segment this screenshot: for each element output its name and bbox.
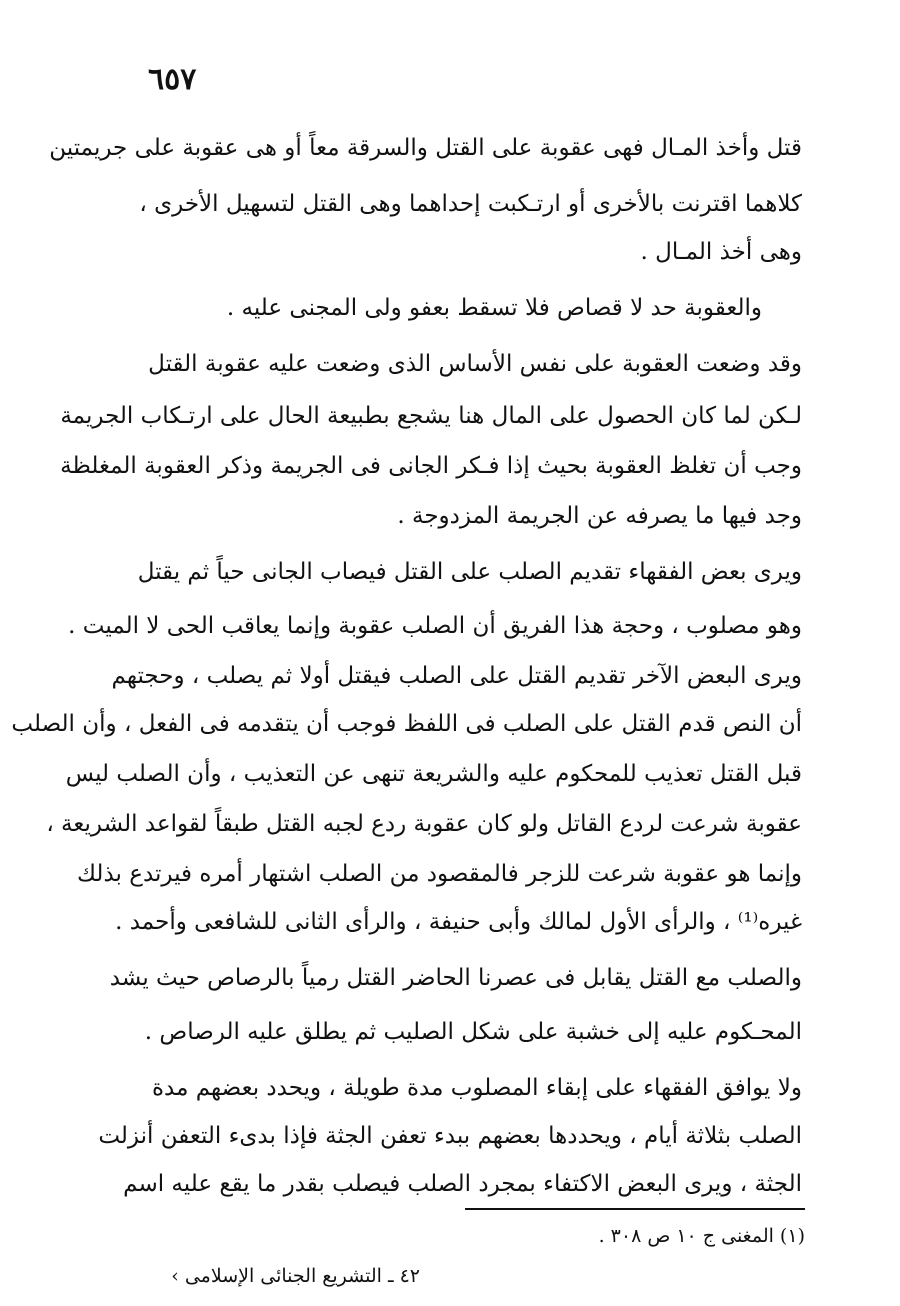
body-line: وجد فيها ما يصرفه عن الجريمة المزدوجة . [397,503,802,529]
body-line: وإنما هو عقوبة شرعت للزجر فالمقصود من الصلب اشتهار أمره فيرتدع بذلك [77,861,802,887]
body-line: ويرى البعض الآخر تقديم القتل على الصلب فيقتل أولا ثم يصلب ، وحجتهم [111,663,802,689]
body-line: والصلب مع القتل يقابل فى عصرنا الحاضر القتل رمياً بالرصاص حيث يشد [109,965,802,991]
body-line: عقوبة شرعت لردع القاتل ولو كان عقوبة ردع لجبه القتل طبقاً لقواعد الشريعة ، [46,811,802,837]
body-line: الجثة ، ويرى البعض الاكتفاء بمجرد الصلب فيصلب بقدر ما يقع عليه اسم [123,1171,802,1197]
body-line: كلاهما اقترنت بالأخرى أو ارتـكبت إحداهما وهى القتل لتسهيل الأخرى ، [139,191,802,217]
body-line: وهى أخذ المـال . [640,239,802,265]
body-line: وجب أن تغلظ العقوبة بحيث إذا فـكر الجانى فى الجريمة وذكر العقوبة المغلظة [60,453,802,479]
body-line: المحـكوم عليه إلى خشبة على شكل الصليب ثم يطلق عليه الرصاص . [144,1019,802,1045]
body-line: أن النص قدم القتل على الصلب فى اللفظ فوجب أن يتقدمه فى الفعل ، وأن الصلب [11,711,802,737]
body-line: ولا يوافق الفقهاء على إبقاء المصلوب مدة طويلة ، ويحدد بعضهم مدة [152,1075,802,1101]
body-line: قبل القتل تعذيب للمحكوم عليه والشريعة تنهى عن التعذيب ، وأن الصلب ليس [65,761,802,787]
body-line: الصلب بثلاثة أيام ، ويحددها بعضهم ببدء تعفن الجثة فإذا بدىء التعفن أنزلت [98,1123,802,1149]
body-line: لـكن لما كان الحصول على المال هنا يشجع بطبيعة الحال على ارتـكاب الجريمة [60,403,802,429]
body-line: وقد وضعت العقوبة على نفس الأساس الذى وضعت عليه عقوبة القتل [148,351,802,377]
running-footer: ٤٢ ـ التشريع الجنائى الإسلامى › [171,1265,420,1287]
body-line: قتل وأخذ المـال فهى عقوبة على القتل والسرقة معاً أو هى عقوبة على جريمتين [49,135,802,161]
page-number: ٦٥٧ [148,62,197,97]
footnote-divider [465,1208,805,1210]
body-line: والعقوبة حد لا قصاص فلا تسقط بعفو ولى المجنى عليه . [226,295,762,321]
body-line: وهو مصلوب ، وحجة هذا الفريق أن الصلب عقوبة وإنما يعاقب الحى لا الميت . [68,613,802,639]
footnote: (١) المغنى ج ١٠ ص ٣٠٨ . [598,1225,805,1247]
body-line: غيره⁽¹⁾ ، والرأى الأول لمالك وأبى حنيفة ، والرأى الثانى للشافعى وأحمد . [115,909,802,935]
body-line: ويرى بعض الفقهاء تقديم الصلب على القتل فيصاب الجانى حياً ثم يقتل [137,559,802,585]
